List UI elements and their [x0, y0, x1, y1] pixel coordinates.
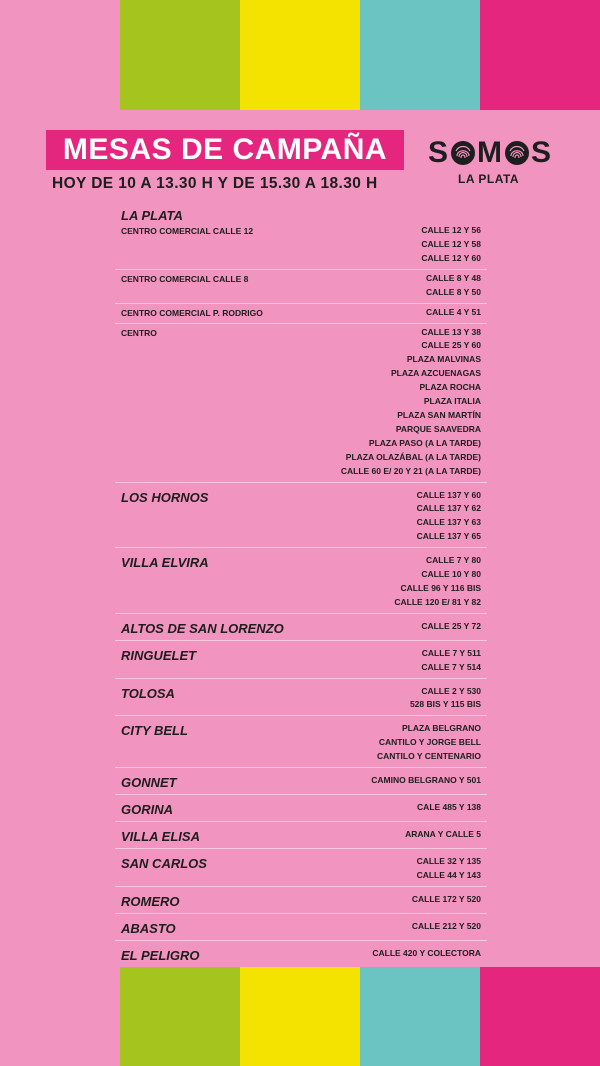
location-row — [115, 616, 487, 637]
location-name: ALTOS DE SAN LORENZO — [121, 620, 284, 636]
location-name: EL PELIGRO — [121, 947, 200, 963]
logo-letter-m: M — [477, 136, 504, 169]
address: CANTILO Y CENTENARIO — [376, 751, 481, 762]
address: CALLE 96 Y 116 BIS — [400, 582, 481, 593]
address: CANTILO Y JORGE BELL — [378, 737, 481, 748]
locality-section — [115, 641, 487, 679]
address: CALLE 120 E/ 81 Y 82 — [394, 596, 481, 607]
address: PLAZA PASO (A LA TARDE) — [368, 437, 481, 448]
address: CALLE 8 Y 48 — [426, 272, 481, 283]
address: CALLE 25 Y 60 — [421, 340, 481, 351]
address: PLAZA AZCUENAGAS — [390, 368, 481, 379]
location-row — [115, 770, 487, 791]
address: CALLE 44 Y 143 — [416, 870, 481, 880]
la-plata-section — [115, 205, 487, 270]
locality-section — [115, 483, 487, 549]
address-list — [377, 722, 481, 764]
address: CALLE 25 Y 72 — [421, 620, 481, 631]
address: CALLE 10 Y 80 — [421, 569, 481, 580]
location-row — [115, 916, 487, 937]
locality-section — [115, 941, 487, 967]
location-name: CENTRO — [121, 327, 157, 338]
address: 528 BIS Y 115 BIS — [409, 699, 481, 710]
fingerprint-icon — [450, 140, 476, 166]
location-name: SAN CARLOS — [121, 856, 207, 872]
address: CALLE 7 Y 80 — [426, 555, 481, 566]
address-list — [341, 326, 481, 479]
address: PLAZA MALVINAS — [406, 354, 481, 365]
location-row — [115, 889, 487, 910]
address: CALLE 8 Y 50 — [426, 286, 481, 297]
address: PLAZA OLAZÁBAL (A LA TARDE) — [345, 451, 481, 462]
address: CALLE 137 Y 60 — [416, 489, 481, 500]
location-name: TOLOSA — [121, 685, 175, 701]
locality-section — [115, 614, 487, 641]
address: CALLE 12 Y 60 — [421, 252, 481, 263]
location-row — [115, 797, 487, 818]
location-name: VILLA ELVIRA — [121, 555, 209, 571]
location-row — [115, 485, 487, 545]
address: PARQUE SAAVEDRA — [395, 423, 481, 434]
locality-section — [115, 849, 487, 887]
location-row — [115, 943, 487, 964]
somos-logo — [428, 136, 556, 186]
magenta-stripe — [480, 0, 600, 110]
logo-letter-s: S — [531, 136, 553, 169]
top-color-stripes — [120, 0, 600, 110]
address: CALLE 13 Y 38 — [421, 326, 481, 337]
location-row — [115, 326, 487, 479]
logo-subtitle: LA PLATA — [458, 172, 520, 186]
address-list — [405, 828, 481, 842]
location-name: CENTRO COMERCIAL P. RODRIGO — [121, 307, 263, 318]
location-name: GONNET — [121, 775, 177, 791]
address: CALLE 60 E/ 20 Y 21 (A LA TARDE) — [340, 465, 481, 476]
yellow-stripe — [240, 0, 360, 110]
green-stripe — [120, 0, 240, 110]
location-name: CENTRO COMERCIAL CALLE 8 — [121, 273, 249, 284]
location-name: VILLA ELISA — [121, 829, 200, 845]
location-name: LOS HORNOS — [121, 489, 209, 505]
yellow-stripe — [240, 967, 360, 1066]
address: PLAZA ROCHA — [419, 382, 481, 393]
hours-text: HOY DE 10 A 13.30 H Y DE 15.30 A 18.30 H — [52, 175, 378, 192]
address: PLAZA ITALIA — [423, 396, 481, 407]
location-row — [115, 224, 487, 266]
la-plata-group — [115, 324, 487, 483]
address-list — [412, 920, 481, 934]
address: ARANA Y CALLE 5 — [405, 829, 481, 840]
location-row — [115, 643, 487, 675]
locality-section — [115, 679, 487, 717]
title-banner — [46, 130, 404, 170]
address: CALLE 2 Y 530 — [421, 685, 481, 696]
section-heading: LA PLATA — [121, 208, 183, 223]
address: CALLE 32 Y 135 — [416, 856, 481, 867]
locality-section — [115, 548, 487, 614]
address: PLAZA SAN MARTÍN — [397, 409, 481, 420]
address-list — [372, 947, 481, 961]
green-stripe — [120, 967, 240, 1066]
locality-section — [115, 914, 487, 941]
address-list — [417, 801, 481, 815]
locations-list — [115, 205, 487, 967]
location-name: ABASTO — [121, 920, 176, 936]
address: CALLE 12 Y 58 — [421, 238, 481, 249]
address: PLAZA BELGRANO — [401, 723, 481, 734]
location-row — [115, 306, 487, 320]
location-row — [115, 718, 487, 764]
address: CALLE 12 Y 56 — [421, 225, 481, 235]
location-row — [115, 851, 487, 883]
address-list — [426, 272, 481, 300]
magenta-stripe — [480, 967, 600, 1066]
address: CALLE 137 Y 65 — [416, 531, 481, 542]
address: CALLE 7 Y 514 — [421, 661, 481, 672]
location-row — [115, 681, 487, 713]
address-list — [421, 224, 481, 266]
address: CALLE 212 Y 520 — [411, 920, 481, 931]
address: CALLE 4 Y 51 — [426, 306, 481, 317]
address-list — [421, 647, 481, 675]
teal-stripe — [360, 0, 480, 110]
address-list — [417, 855, 481, 883]
location-row — [115, 272, 487, 300]
address-list — [426, 306, 481, 320]
location-row — [115, 824, 487, 845]
address-list — [410, 685, 481, 713]
locality-section — [115, 768, 487, 795]
address-list — [371, 774, 481, 788]
address: CALLE 172 Y 520 — [411, 893, 481, 904]
location-name: CITY BELL — [121, 723, 188, 739]
la-plata-group — [115, 304, 487, 324]
location-name: GORINA — [121, 802, 173, 818]
logo-word — [428, 136, 556, 170]
logo-letter-s: S — [428, 136, 450, 169]
address: CALE 485 Y 138 — [417, 802, 481, 813]
address: CALLE 137 Y 62 — [416, 503, 481, 514]
fingerprint-icon — [504, 140, 530, 166]
address: CALLE 137 Y 63 — [416, 517, 481, 528]
location-name: ROMERO — [121, 893, 180, 909]
locality-section — [115, 795, 487, 822]
address-list — [421, 620, 481, 634]
address-list — [417, 489, 481, 545]
location-name: CENTRO COMERCIAL CALLE 12 — [121, 226, 254, 236]
locality-section — [115, 887, 487, 914]
teal-stripe — [360, 967, 480, 1066]
page-title: MESAS DE CAMPAÑA — [62, 133, 388, 166]
location-name: RINGUELET — [121, 647, 197, 663]
locality-section — [115, 716, 487, 768]
address: CALLE 420 Y COLECTORA — [372, 947, 481, 958]
address-list — [394, 554, 481, 610]
address: CAMINO BELGRANO Y 501 — [371, 775, 481, 786]
la-plata-group — [115, 270, 487, 304]
bottom-color-stripes — [120, 967, 600, 1066]
location-row — [115, 550, 487, 610]
locality-section — [115, 822, 487, 849]
address-list — [412, 893, 481, 907]
address: CALLE 7 Y 511 — [421, 647, 481, 658]
